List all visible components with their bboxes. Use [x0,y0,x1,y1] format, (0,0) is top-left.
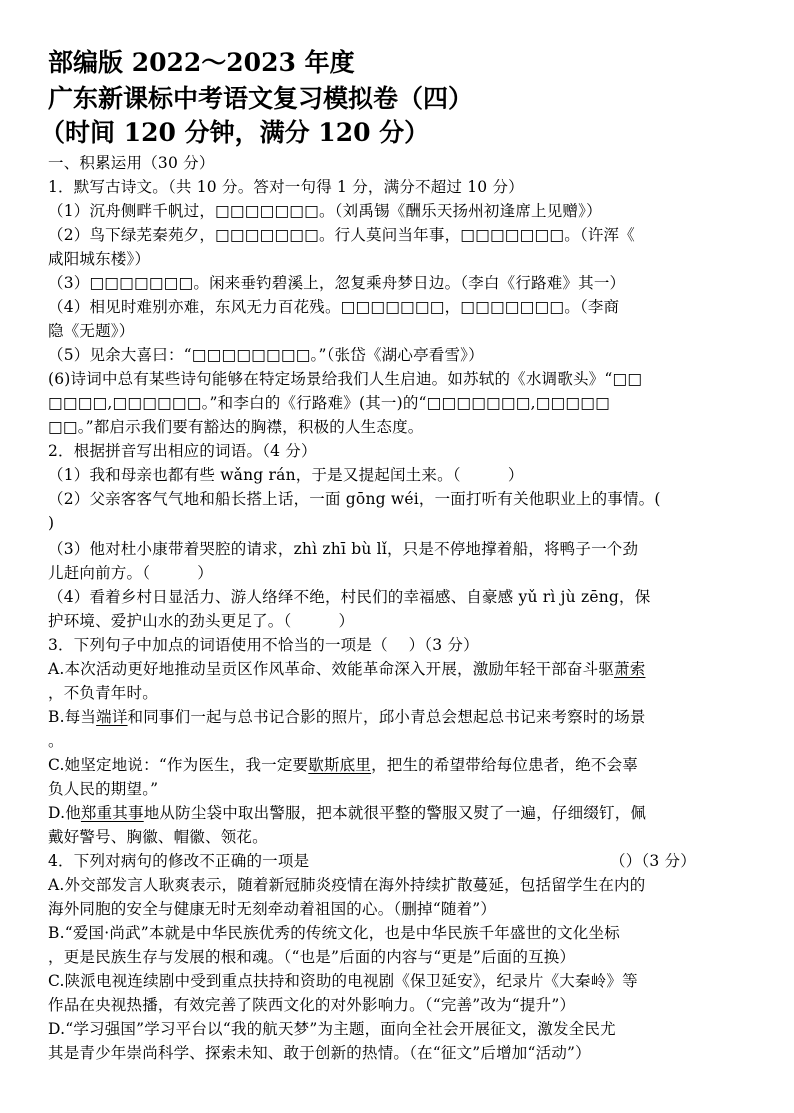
q4-option-c-cont: 作品在央视热播，有效完善了陕西文化的对外影响力。（“完善”改为“提升”） [48,996,576,1014]
q2-item-4-cont: 护环境、爱护山水的劲头更足了。（ ） [48,612,355,630]
exam-title-line2: 广东新课标中考语文复习模拟卷（四） [48,84,474,113]
q3-option-d-pre: D.他 [48,804,81,822]
q2-item-3: （3）他对杜小康带着哭腔的请求，zhì zhī bù lǐ，只是不停地撑着船，将鸭子一个劲 [48,540,639,558]
exam-title-line1: 部编版 2022～2023 年度 [48,48,355,77]
q1-item-6-cont2: □□。”都启示我们要有豁达的胸襟，积极的人生态度。 [48,418,424,436]
section-heading: 一、积累运用（30 分） [48,154,215,172]
q3-option-c-marked-word: 歇斯底里 [308,756,372,774]
q4-option-a-cont: 海外同胞的安全与健康无时无刻牵动着祖国的心。（删掉“随着”） [48,900,497,918]
q3-option-a [48,658,645,680]
q4-option-b: B.“爱国·尚武”本就是中华民族优秀的传统文化，也是中华民族千年盛世的文化坐标 [48,924,620,942]
q1-item-6: (6)诗词中总有某些诗句能够在特定场景给我们人生启迪。如苏轼的《水调歌头》“□□ [48,370,643,388]
q4-option-d-cont: 其是青少年崇尚科学、探索未知、敢于创新的热情。（在“征文”后增加“活动”） [48,1044,591,1062]
q1-item-4: （4）相见时难别亦难，东风无力百花残。□□□□□□□，□□□□□□□。（李商 [48,298,620,316]
q2-stem: 2．根据拼音写出相应的词语。（4 分） [48,442,317,460]
q3-option-b-pre: B.每当 [48,708,97,726]
q4-option-a: A.外交部发言人耿爽表示，随着新冠肺炎疫情在海外持续扩散蔓延，包括留学生在内的 [48,876,646,894]
q4-option-b-cont: ，更是民族生存与发展的根和魂。（“也是”后面的内容与“更是”后面的互换） [48,948,576,966]
q1-item-5: （5）见余大喜曰：“□□□□□□□□。”（张岱《湖心亭看雪》） [48,346,484,364]
q2-item-3-cont: 儿赶向前方。（ ） [48,564,213,582]
q1-item-1: （1）沉舟侧畔千帆过，□□□□□□□。（刘禹锡《酬乐天扬州初逢席上见赠》） [48,202,602,220]
q3-option-b [48,706,646,728]
q3-option-c-post: ，把生的希望带给每位患者，绝不会辜 [371,756,638,774]
q2-item-2-cont: ) [48,514,55,532]
q1-item-3: （3）□□□□□□□。闲来垂钓碧溪上，忽复乘舟梦日边。（李白《行路难》其一） [48,274,626,292]
q3-option-b-post: 和同事们一起与总书记合影的照片，邱小青总会想起总书记来考察时的场景 [127,708,646,726]
q1-item-2-cont: 咸阳城东楼》） [48,250,151,268]
q3-option-a-marked-word: 萧索 [614,660,646,678]
q3-option-a-cont: ，不负青年时。 [48,684,158,702]
q3-option-c [48,754,638,776]
q3-stem: 3．下列句子中加点的词语使用不恰当的一项是（ ）（3 分） [48,636,479,654]
q3-option-d-marked-word: 郑重其事 [80,804,144,822]
q3-option-c-pre: C.她坚定地说：“作为医生，我一定要 [48,756,309,774]
q2-item-4: （4）看着乡村日显活力、游人络绎不绝，村民们的幸福感、自豪感 yǔ rì jù zēng，保 [48,588,651,606]
q1-item-2: （2）鸟下绿芜秦苑夕，□□□□□□□。行人莫问当年事，□□□□□□□。（许浑《 [48,226,635,244]
q4-stem: 4．下列对病句的修改不正确的一项是 [48,852,310,870]
q4-score: （）（3 分） [610,852,696,870]
q3-option-d-post: 地从防尘袋中取出警服，把本就很平整的警服又熨了一遍，仔细缀钉，佩 [143,804,647,822]
q1-item-4-cont: 隐《无题》） [48,322,135,340]
q4-option-c: C.陕派电视连续剧中受到重点扶持和资助的电视剧《保卫延安》，纪录片《大秦岭》等 [48,972,638,990]
q3-option-d-cont: 戴好警号、胸徽、帽徽、领花。 [48,828,268,846]
q4-option-d: D.“学习强国”学习平台以“我的航天梦”为主题，面向全社会开展征文，激发全民尤 [48,1020,616,1038]
q3-option-b-cont: 。 [48,732,64,750]
q1-stem: 1．默写古诗文。（共 10 分。答对一句得 1 分，满分不超过 10 分） [48,178,524,196]
q2-item-2: （2）父亲客客气气地和船长搭上话，一面 gōng wéi，一面打听有关他职业上的事情。( [48,490,661,508]
q1-item-6-cont: □□□□,□□□□□□。”和李白的《行路难》(其一)的“□□□□□□□,□□□□□ [48,394,610,412]
q3-option-b-marked-word: 端详 [96,708,128,726]
q2-item-1: （1）我和母亲也都有些 wǎng rán，于是又提起闰土来。（ ） [48,466,524,484]
exam-title-line3: （时间 120 分钟，满分 120 分） [40,118,430,147]
q3-option-a-text: A.本次活动更好地推动呈贡区作风革命、效能革命深入开展，激励年轻干部奋斗驱 [48,660,615,678]
q3-option-c-cont: 负人民的期望。” [48,780,159,798]
q3-option-d [48,802,646,824]
